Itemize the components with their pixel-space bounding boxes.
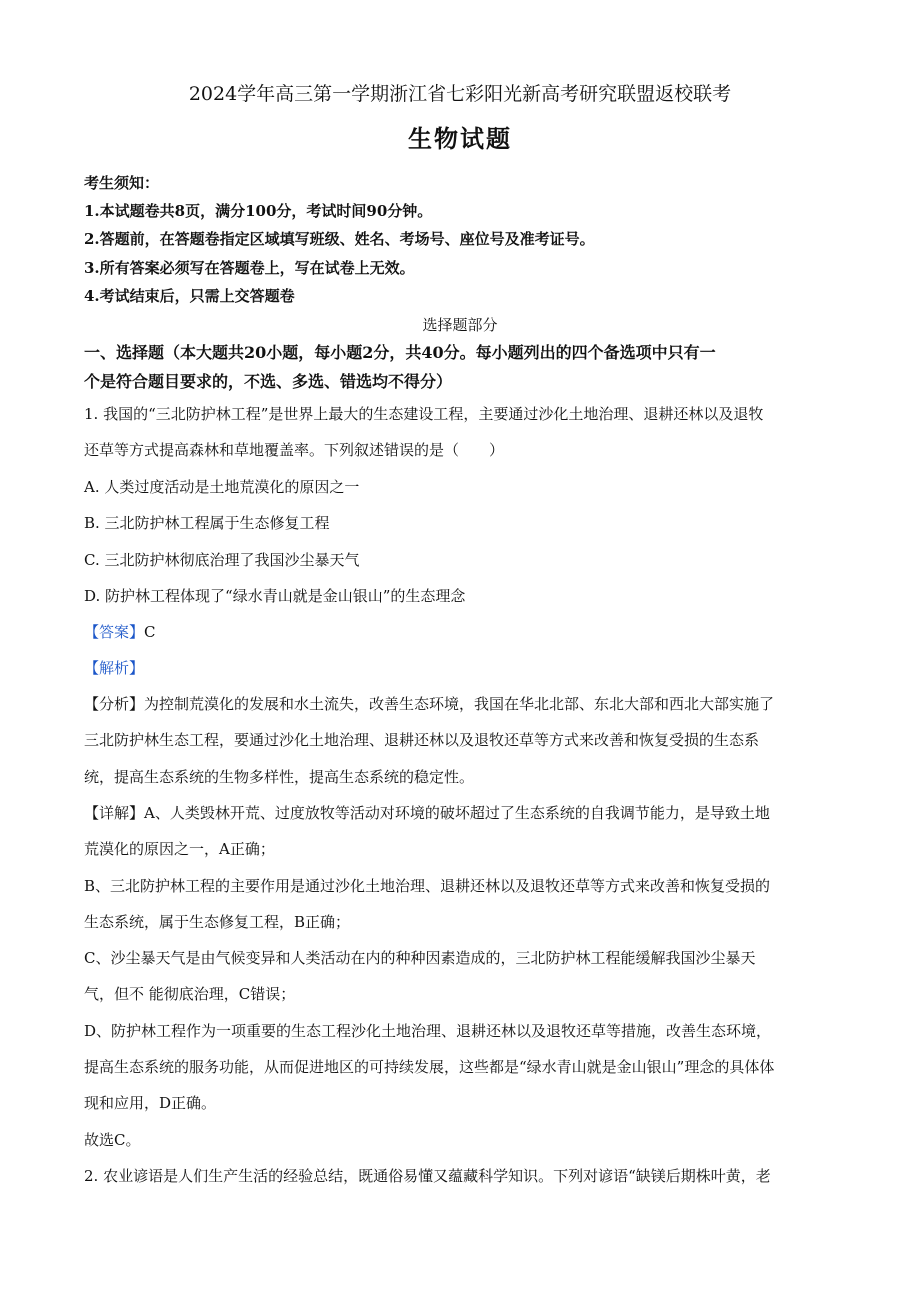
q1-detail-line-2: 荒漠化的原因之一，A正确； <box>84 840 275 858</box>
q1-stem-line-1: 1. 我国的“三北防护林工程”是世界上最大的生态建设工程，主要通过沙化土地治理、退耕还林以及退牧 <box>84 405 764 423</box>
notice-item-1: 1.本试题卷共8页，满分100分，考试时间90分钟。 <box>84 202 433 220</box>
q1-stem-line-2: 还草等方式提高森林和草地覆盖率。下列叙述错误的是（ ） <box>84 441 505 459</box>
q1-detail-line-9: 现和应用，D正确。 <box>84 1094 217 1112</box>
notice-item-4: 4.考试结束后，只需上交答题卷 <box>84 287 295 305</box>
q1-option-a: A. 人类过度活动是土地荒漠化的原因之一 <box>84 478 360 496</box>
q1-detail-line-1: 【详解】A、人类毁林开荒、过度放牧等活动对环境的破坏超过了生态系统的自我调节能力，是导致土地 <box>84 804 770 822</box>
q1-fenxi-line-2: 三北防护林生态工程，要通过沙化土地治理、退耕还林以及退牧还草等方式来改善和恢复受损的生态系 <box>84 731 760 749</box>
q1-detail-line-6: 气，但不 能彻底治理，C错误； <box>84 985 296 1003</box>
exam-title: 2024学年高三第一学期浙江省七彩阳光新高考研究联盟返校联考 <box>188 83 732 105</box>
q1-detail-line-3: B、三北防护林工程的主要作用是通过沙化土地治理、退耕还林以及退牧还草等方式来改善和恢复受损的 <box>84 877 771 895</box>
q1-fenxi-line-3: 统，提高生态系统的生物多样性，提高生态系统的稳定性。 <box>84 768 475 786</box>
q1-fenxi-line-1: 【分析】为控制荒漠化的发展和水土流失，改善生态环境，我国在华北北部、东北大部和西北大部实施了 <box>84 695 775 713</box>
answer-value: C <box>144 623 156 641</box>
answer-label: 【答案】 <box>84 623 145 641</box>
q1-answer <box>84 622 156 642</box>
analysis-label: 【解析】 <box>84 659 145 677</box>
q1-detail-line-5: C、沙尘暴天气是由气候变异和人类活动在内的种种因素造成的，三北防护林工程能缓解我国沙尘暴天 <box>84 949 756 967</box>
q1-option-c: C. 三北防护林彻底治理了我国沙尘暴天气 <box>84 551 360 569</box>
part-title: 选择题部分 <box>422 316 498 334</box>
notice-heading: 考生须知： <box>84 174 160 192</box>
q1-detail-line-7: D、防护林工程作为一项重要的生态工程沙化土地治理、退耕还林以及退牧还草等措施，改善生态环境， <box>84 1022 772 1040</box>
q2-stem-line-1: 2. 农业谚语是人们生产生活的经验总结，既通俗易懂又蕴藏科学知识。下列对谚语“缺镁后期株叶黄，老 <box>84 1167 771 1185</box>
q1-detail-line-8: 提高生态系统的服务功能，从而促进地区的可持续发展，这些都是“绿水青山就是金山银山”理念的具体体 <box>84 1058 775 1076</box>
section-heading-line-2: 个是符合题目要求的，不选、多选、错选均不得分） <box>84 372 453 391</box>
q1-detail-line-4: 生态系统，属于生态修复工程，B正确； <box>84 913 351 931</box>
subject-title: 生物试题 <box>408 124 512 153</box>
notice-item-2: 2.答题前，在答题卷指定区域填写班级、姓名、考场号、座位号及准考证号。 <box>84 230 595 248</box>
section-heading-line-1: 一、选择题（本大题共20小题，每小题2分，共40分。每小题列出的四个备选项中只有一 <box>84 343 716 362</box>
q1-option-b: B. 三北防护林工程属于生态修复工程 <box>84 514 330 532</box>
q1-conclusion: 故选C。 <box>84 1131 141 1149</box>
notice-item-3: 3.所有答案必须写在答题卷上，写在试卷上无效。 <box>84 259 415 277</box>
q1-option-d: D. 防护林工程体现了“绿水青山就是金山银山”的生态理念 <box>84 587 466 605</box>
